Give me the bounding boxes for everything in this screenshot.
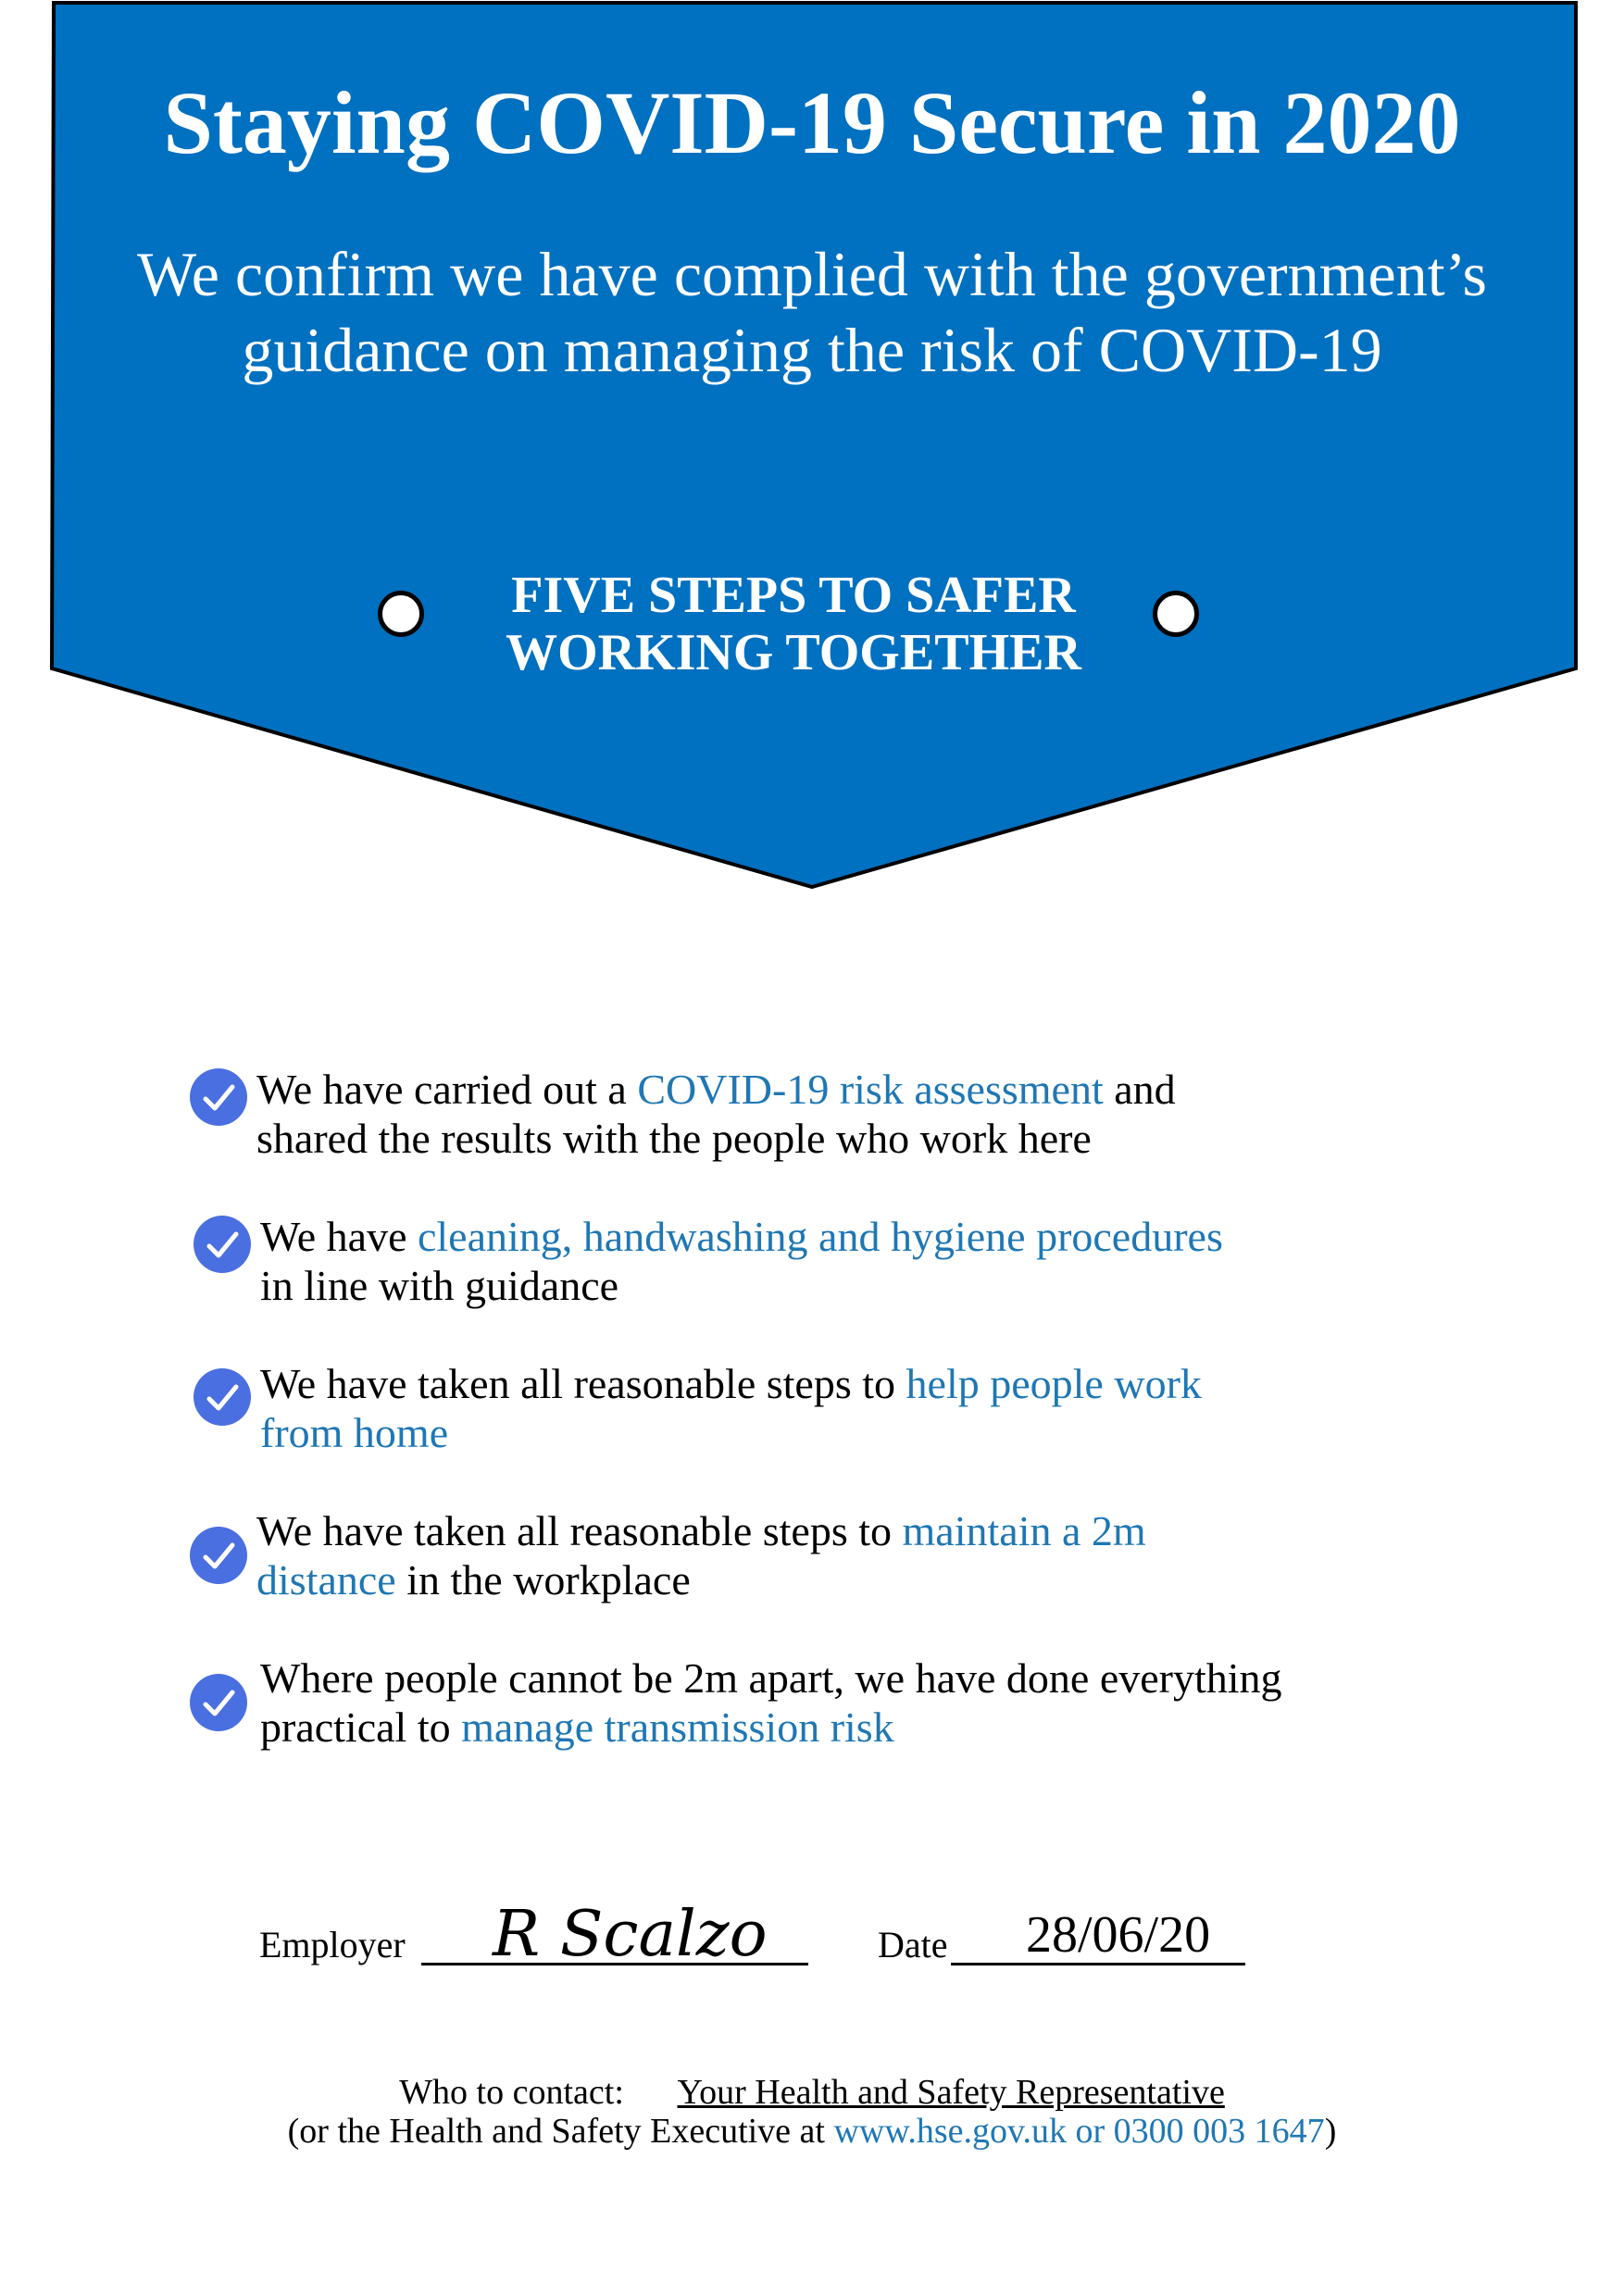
item-text: We have bbox=[260, 1213, 418, 1260]
item-highlight: cleaning, handwashing and hygiene procedures bbox=[417, 1213, 1223, 1260]
contact-label: Who to contact: bbox=[399, 2073, 624, 2112]
checklist-item-text bbox=[260, 1653, 1427, 1752]
item-highlight: COVID-19 risk assessment bbox=[637, 1066, 1104, 1113]
banner-subtitle-line1: We confirm we have complied with the government’s bbox=[137, 239, 1487, 309]
item-text: We have taken all reasonable steps to bbox=[260, 1360, 906, 1407]
five-steps-line2: WORKING TOGETHER bbox=[506, 624, 1081, 681]
item-text: practical to bbox=[260, 1703, 462, 1751]
employer-signature: R Scalzo bbox=[493, 1898, 768, 1971]
right-hole-dot bbox=[1153, 591, 1199, 637]
employer-label: Employer bbox=[259, 1924, 406, 1965]
checklist-item bbox=[190, 1212, 1430, 1323]
item-text: shared the results with the people who work here bbox=[256, 1115, 1092, 1162]
checklist-item-text bbox=[256, 1506, 1423, 1604]
checklist-item-text bbox=[260, 1212, 1427, 1310]
item-highlight: from home bbox=[260, 1409, 449, 1456]
contact-representative: Your Health and Safety Representative bbox=[677, 2073, 1225, 2112]
checklist-item bbox=[190, 1065, 1430, 1176]
date-label: Date bbox=[878, 1924, 948, 1965]
hse-text-end: ) bbox=[1324, 2112, 1337, 2151]
checkmark-circle-icon bbox=[194, 1368, 251, 1426]
item-text: and bbox=[1103, 1066, 1176, 1113]
item-highlight: help people work bbox=[906, 1360, 1202, 1407]
banner-subtitle bbox=[52, 236, 1572, 388]
checkmark-circle-icon bbox=[190, 1527, 247, 1584]
item-text: We have carried out a bbox=[256, 1066, 638, 1113]
left-hole-dot bbox=[378, 591, 424, 637]
signature-row bbox=[259, 1898, 1370, 2000]
item-text: Where people cannot be 2m apart, we have done everything bbox=[260, 1654, 1282, 1702]
hse-link[interactable]: www.hse.gov.uk or 0300 003 1647 bbox=[833, 2112, 1325, 2151]
checkmark-circle-icon bbox=[190, 1674, 247, 1731]
checkmark-circle-icon bbox=[194, 1216, 251, 1273]
banner-subtitle-line2: guidance on managing the risk of COVID-19 bbox=[242, 315, 1382, 385]
item-text: in line with guidance bbox=[260, 1262, 619, 1309]
item-text: We have taken all reasonable steps to bbox=[256, 1507, 903, 1554]
checkmark-circle-icon bbox=[190, 1068, 247, 1126]
item-text: in the workplace bbox=[395, 1556, 691, 1603]
date-value: 28/06/20 bbox=[1026, 1906, 1211, 1964]
banner-title: Staying COVID-19 Secure in 2020 bbox=[163, 73, 1461, 172]
checklist-item bbox=[190, 1653, 1430, 1765]
item-highlight: maintain a 2m bbox=[902, 1507, 1146, 1554]
item-highlight: manage transmission risk bbox=[461, 1703, 894, 1751]
checklist-item bbox=[190, 1506, 1430, 1617]
hse-text: (or the Health and Safety Executive at bbox=[287, 2112, 834, 2151]
checklist-item-text bbox=[256, 1065, 1423, 1163]
contact-line bbox=[0, 2072, 1624, 2113]
five-steps-line1: FIVE STEPS TO SAFER bbox=[511, 567, 1076, 624]
checklist-item-text bbox=[260, 1359, 1427, 1457]
five-steps-heading bbox=[444, 567, 1143, 681]
hse-contact-line bbox=[0, 2111, 1624, 2152]
item-highlight: distance bbox=[256, 1556, 396, 1603]
checklist-item bbox=[190, 1359, 1430, 1470]
